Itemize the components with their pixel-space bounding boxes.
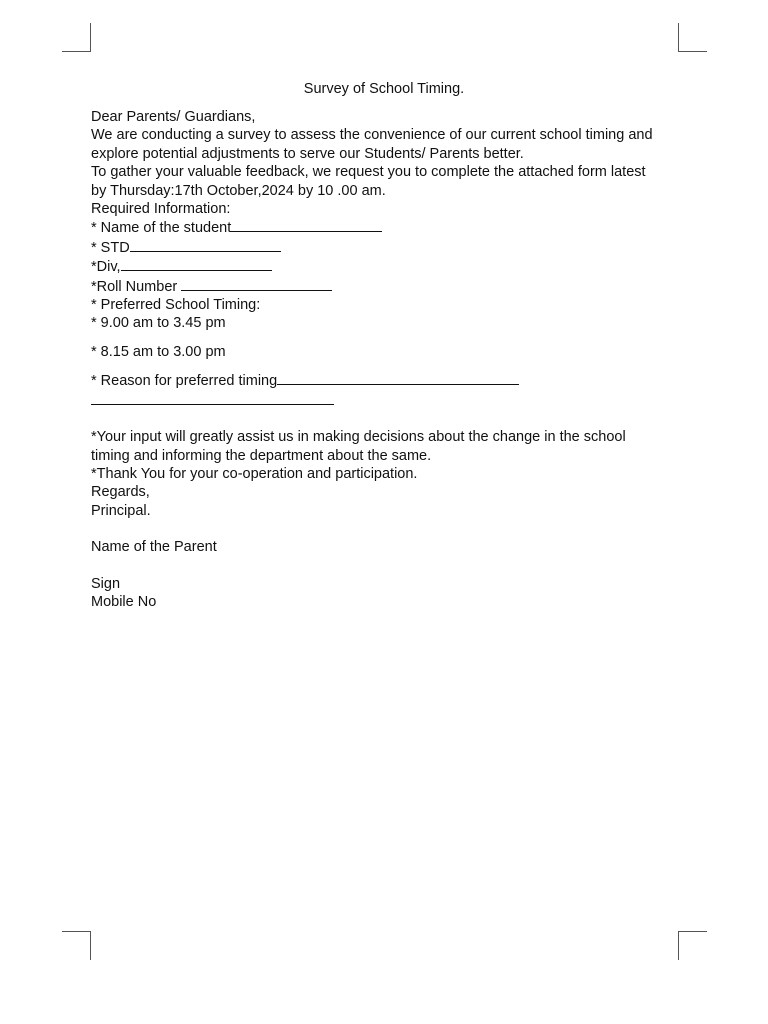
std-field [91, 238, 691, 257]
div-blank[interactable] [121, 257, 272, 271]
crop-mark [62, 51, 91, 52]
intro-line: To gather your valuable feedback, we request you to complete the attached form latest [91, 164, 646, 181]
mobile-label[interactable]: Mobile No [91, 593, 157, 610]
sign-label[interactable]: Sign [91, 575, 121, 592]
closing-line: *Your input will greatly assist us in making decisions about the change in the school [91, 429, 626, 446]
regards: Regards, [91, 484, 150, 501]
reason-blank[interactable] [277, 371, 519, 385]
timing-option[interactable]: * 9.00 am to 3.45 pm [91, 315, 226, 332]
roll-number-blank[interactable] [181, 277, 332, 291]
reason-label: * Reason for preferred timing [91, 373, 278, 390]
student-name-label: * Name of the student [91, 220, 232, 237]
preferred-timing-label: * Preferred School Timing: [91, 297, 261, 314]
crop-mark [678, 23, 679, 52]
crop-mark [90, 931, 91, 960]
crop-mark [678, 931, 707, 932]
crop-mark [90, 23, 91, 52]
roll-number-label: *Roll Number [91, 278, 178, 295]
closing-line: *Thank You for your co-operation and participation. [91, 465, 418, 482]
std-blank[interactable] [130, 238, 281, 252]
div-field [91, 257, 691, 276]
crop-mark [678, 51, 707, 52]
required-heading: Required Information: [91, 201, 231, 218]
greeting: Dear Parents/ Guardians, [91, 109, 256, 125]
document-title: Survey of School Timing. [303, 81, 465, 97]
intro-line: by Thursday:17th October,2024 by 10 .00 am. [91, 182, 386, 199]
std-label: * STD [91, 239, 130, 256]
reason-field-continued [91, 391, 691, 410]
parent-name-label[interactable]: Name of the Parent [91, 539, 217, 556]
crop-mark [62, 931, 91, 932]
crop-mark [678, 931, 679, 960]
signatory: Principal. [91, 502, 151, 519]
timing-option[interactable]: * 8.15 am to 3.00 pm [91, 343, 226, 360]
intro-line: explore potential adjustments to serve our Students/ Parents better. [91, 145, 524, 162]
student-name-blank[interactable] [231, 218, 382, 232]
reason-blank-line-2[interactable] [91, 391, 334, 405]
intro-line: We are conducting a survey to assess the convenience of our current school timing and [91, 127, 653, 144]
roll-number-field [91, 277, 691, 296]
div-label: *Div, [91, 259, 121, 276]
letter-body [91, 108, 691, 611]
student-name-field [91, 218, 691, 237]
reason-field [91, 371, 691, 390]
closing-line: timing and informing the department about the same. [91, 447, 432, 464]
